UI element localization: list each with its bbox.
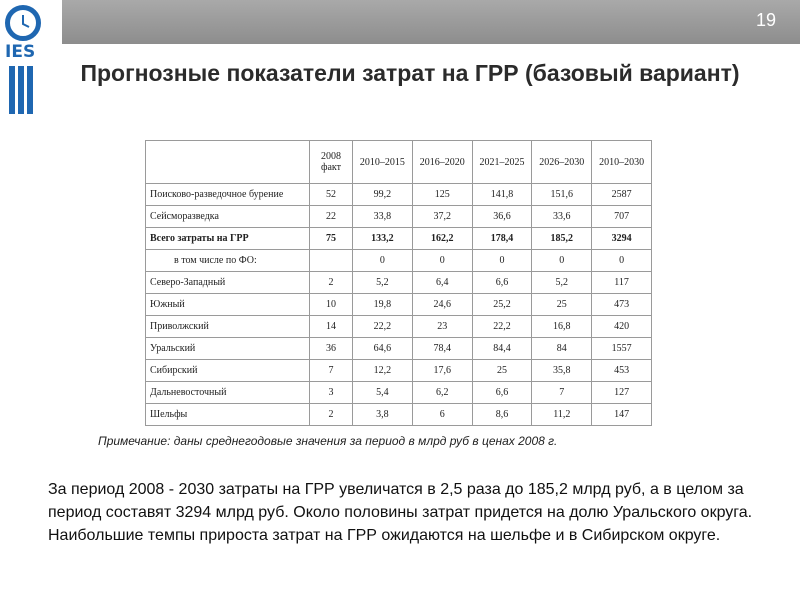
row-label: Сейсморазведка [146, 206, 310, 228]
table-cell: 453 [592, 360, 652, 382]
table-cell: 2 [310, 404, 353, 426]
table-row [146, 360, 652, 382]
table-cell: 33,6 [532, 206, 592, 228]
table-note: Примечание: даны среднегодовые значения за период в млрд руб в ценах 2008 г. [98, 434, 558, 448]
table-cell: 6,6 [472, 272, 532, 294]
table-cell: 5,4 [353, 382, 413, 404]
table-cell: 7 [310, 360, 353, 382]
table-cell: 5,2 [353, 272, 413, 294]
table-cell: 75 [310, 228, 353, 250]
logo-bars-icon [9, 66, 41, 114]
table-cell [310, 250, 353, 272]
table-cell: 6,2 [412, 382, 472, 404]
header-cell: 2008 факт [310, 141, 353, 184]
row-label: в том числе по ФО: [146, 250, 310, 272]
table-row [146, 250, 652, 272]
table-cell: 473 [592, 294, 652, 316]
table-cell: 78,4 [412, 338, 472, 360]
table-cell: 7 [532, 382, 592, 404]
table-cell: 0 [412, 250, 472, 272]
table-cell: 22,2 [353, 316, 413, 338]
row-label: Сибирский [146, 360, 310, 382]
row-label: Северо-Западный [146, 272, 310, 294]
top-bar-fill [62, 0, 800, 44]
table-cell: 11,2 [532, 404, 592, 426]
header-cell: 2010–2015 [353, 141, 413, 184]
table-row [146, 184, 652, 206]
table-cell: 2587 [592, 184, 652, 206]
table-cell: 420 [592, 316, 652, 338]
page-title: Прогнозные показатели затрат на ГРР (базовый вариант) [80, 60, 740, 86]
table-cell: 64,6 [353, 338, 413, 360]
table-cell: 19,8 [353, 294, 413, 316]
table-cell: 2 [310, 272, 353, 294]
table-cell: 25,2 [472, 294, 532, 316]
table-cell: 84 [532, 338, 592, 360]
row-label: Южный [146, 294, 310, 316]
row-label: Всего затраты на ГРР [146, 228, 310, 250]
table-row [146, 272, 652, 294]
header-cell: 2026–2030 [532, 141, 592, 184]
table-cell: 3 [310, 382, 353, 404]
table-cell: 147 [592, 404, 652, 426]
table-cell: 178,4 [472, 228, 532, 250]
table-cell: 5,2 [532, 272, 592, 294]
table-cell: 117 [592, 272, 652, 294]
header-cell [146, 141, 310, 184]
table-cell: 133,2 [353, 228, 413, 250]
table-row [146, 228, 652, 250]
table-cell: 151,6 [532, 184, 592, 206]
row-label: Уральский [146, 338, 310, 360]
table-cell: 8,6 [472, 404, 532, 426]
table-row [146, 338, 652, 360]
logo-text: IES [5, 42, 36, 62]
table-cell: 12,2 [353, 360, 413, 382]
table-cell: 6,6 [472, 382, 532, 404]
table-cell: 22 [310, 206, 353, 228]
table-cell: 36,6 [472, 206, 532, 228]
page-number: 19 [755, 10, 776, 30]
table-row [146, 316, 652, 338]
header-cell: 2021–2025 [472, 141, 532, 184]
table-cell: 0 [532, 250, 592, 272]
row-label: Приволжский [146, 316, 310, 338]
logo-clock-icon [5, 5, 41, 41]
table-cell: 10 [310, 294, 353, 316]
table-cell: 162,2 [412, 228, 472, 250]
table-row [146, 294, 652, 316]
table-cell: 0 [592, 250, 652, 272]
table-cell: 25 [532, 294, 592, 316]
table-cell: 6,4 [412, 272, 472, 294]
table-cell: 84,4 [472, 338, 532, 360]
table-cell: 127 [592, 382, 652, 404]
row-label: Дальневосточный [146, 382, 310, 404]
top-bar [0, 0, 800, 44]
table-cell: 16,8 [532, 316, 592, 338]
table-cell: 1557 [592, 338, 652, 360]
table-cell: 52 [310, 184, 353, 206]
header-cell: 2010–2030 [592, 141, 652, 184]
table-cell: 3,8 [353, 404, 413, 426]
table-cell: 25 [472, 360, 532, 382]
row-label: Поисково-разведочное бурение [146, 184, 310, 206]
table-cell: 185,2 [532, 228, 592, 250]
table-cell: 141,8 [472, 184, 532, 206]
table-cell: 99,2 [353, 184, 413, 206]
summary-paragraph: За период 2008 - 2030 затраты на ГРР увеличатся в 2,5 раза до 185,2 млрд руб, а в целом за период составят 3294 млрд руб. Около половины затрат придется на долю Уральского округа. Наибольшие темпы прироста затрат на ГРР ожидаются на шельфе и в Сибирском округе. [48, 481, 753, 544]
table-cell: 33,8 [353, 206, 413, 228]
table-cell: 3294 [592, 228, 652, 250]
table-cell: 0 [472, 250, 532, 272]
table-header-row [146, 141, 652, 184]
table-cell: 707 [592, 206, 652, 228]
table-row [146, 206, 652, 228]
table-cell: 35,8 [532, 360, 592, 382]
table-cell: 24,6 [412, 294, 472, 316]
table-cell: 36 [310, 338, 353, 360]
table-cell: 37,2 [412, 206, 472, 228]
table-cell: 125 [412, 184, 472, 206]
table-cell: 0 [353, 250, 413, 272]
cost-table [145, 140, 652, 426]
table-row [146, 382, 652, 404]
table-cell: 6 [412, 404, 472, 426]
row-label: Шельфы [146, 404, 310, 426]
table-cell: 14 [310, 316, 353, 338]
table-row [146, 404, 652, 426]
header-cell: 2016–2020 [412, 141, 472, 184]
table-cell: 22,2 [472, 316, 532, 338]
table-cell: 17,6 [412, 360, 472, 382]
table-cell: 23 [412, 316, 472, 338]
